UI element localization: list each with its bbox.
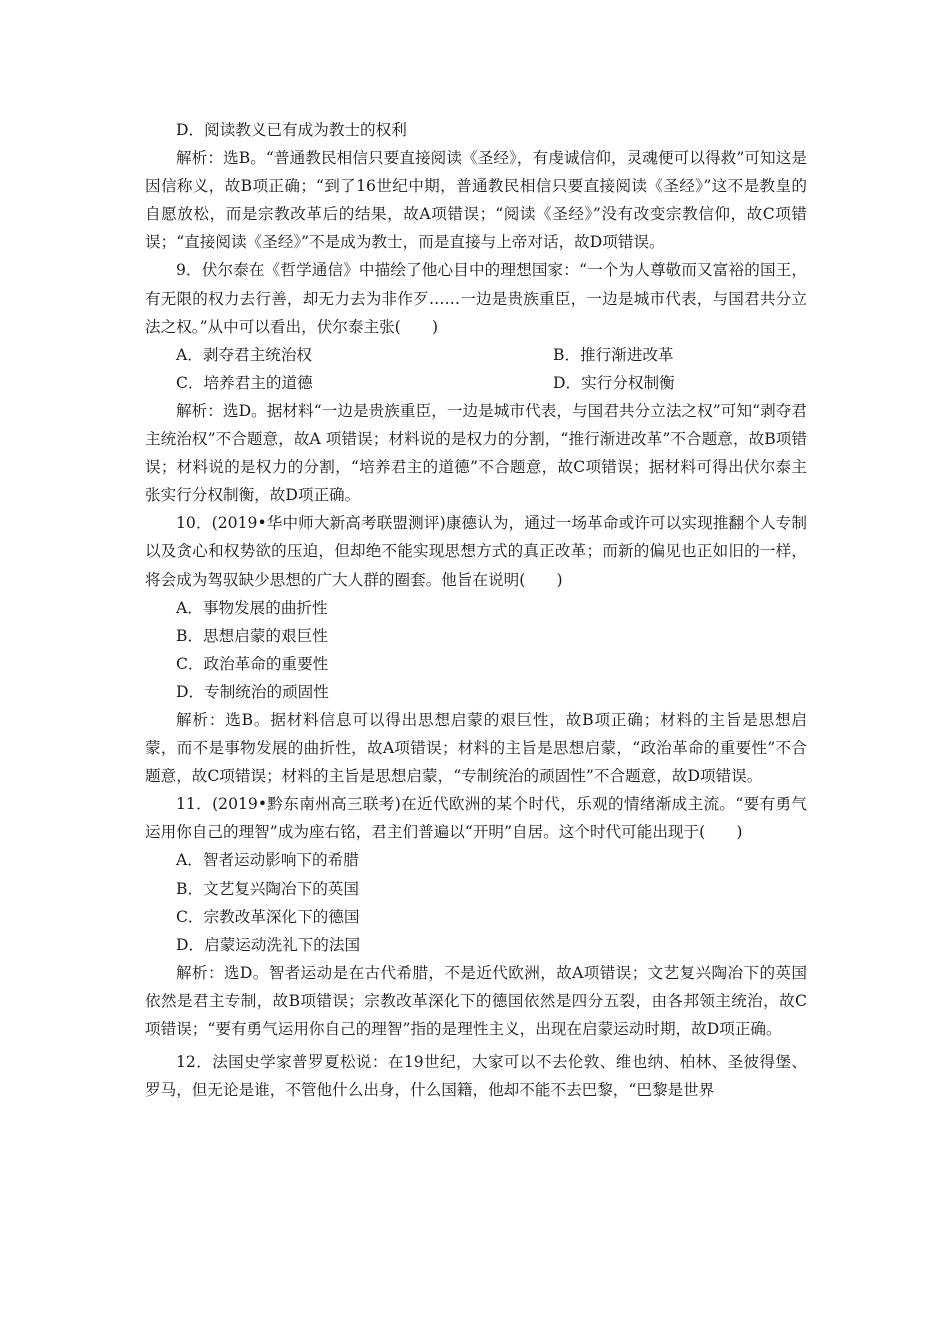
q9-option-a: A．剥夺君主统治权 — [176, 345, 313, 364]
q9-stem: 9．伏尔泰在《哲学通信》中描绘了他心目中的理想国家：“一个为人尊敬而又富裕的国王，有无限的权力去行善，却无力去为非作歹……一边是贵族重臣，一边是城市代表，与国君共分立法之权。”从中可以看出，伏尔泰主张( ) — [145, 261, 807, 336]
q10-analysis: 解析：选B。据材料信息可以得出思想启蒙的艰巨性，故B项正确；材料的主旨是思想启蒙，而不是事物发展的曲折性，故A项错误；材料的主旨是思想启蒙，“政治革命的重要性”不合题意，故C项错误；材料的主旨是思想启蒙，“专制统治的顽固性”不合题意，故D项错误。 — [145, 710, 807, 786]
q9-options-row-1 — [145, 341, 807, 369]
q9-option-b: B．推行渐进改革 — [553, 345, 674, 364]
q11-option-c: C．宗教改革深化下的德国 — [176, 907, 360, 926]
q9-option-d: D．实行分权制衡 — [553, 373, 675, 392]
q9-option-c: C．培养君主的道德 — [176, 373, 313, 392]
q11-option-b: B．文艺复兴陶冶下的英国 — [176, 879, 359, 898]
q8-option-d: D．阅读教义已有成为教士的权利 — [176, 121, 407, 139]
q12-stem: 12．法国史学家普罗夏松说：在19世纪，大家可以不去伦敦、维也纳、柏林、圣彼得堡、罗马，但无论是谁，不管他什么出身，什么国籍，他却不能不去巴黎，“巴黎是世界 — [145, 1053, 807, 1100]
q9-analysis: 解析：选D。据材料“一边是贵族重臣，一边是城市代表，与国君共分立法之权”可知“剥夺君主统治权”不合题意，故A 项错误；材料说的是权力的分割，“推行渐进改革”不合题意，故B项错误；材料说的是权力的分割，“培养君主的道德”不合题意，故C项错误；据材料可得出伏尔泰主张实行分权制衡，故D项正确。 — [145, 401, 807, 505]
q8-analysis: 解析：选B。“普通教民相信只要直接阅读《圣经》，有虔诚信仰，灵魂便可以得救”可知这是因信称义，故B项正确；“到了16世纪中期，普通教民相信只要直接阅读《圣经》”这不是教皇的自愿放松，而是宗教改革后的结果，故A项错误；“阅读《圣经》”没有改变宗教信仰，故C项错误；“直接阅读《圣经》”不是成为教士，而是直接与上帝对话，故D项错误。 — [145, 149, 807, 252]
document-page — [145, 116, 807, 1104]
q10-option-b: B．思想启蒙的艰巨性 — [176, 626, 328, 645]
q11-option-a: A．智者运动影响下的希腊 — [176, 851, 359, 870]
q11-analysis: 解析：选D。智者运动是在古代希腊，不是近代欧洲，故A项错误；文艺复兴陶冶下的英国依然是君主专制，故B项错误；宗教改革深化下的德国依然是四分五裂，由各邦领主统治，故C项错误；“要有勇气运用你自己的理智”指的是理性主义，出现在启蒙运动时期，故D项正确。 — [145, 963, 807, 1038]
q11-option-d: D．启蒙运动洗礼下的法国 — [176, 935, 361, 954]
q9-options-row-2 — [145, 369, 807, 397]
q10-option-a: A．事物发展的曲折性 — [176, 598, 328, 617]
q11-stem: 11．(2019•黔东南州高三联考)在近代欧洲的某个时代，乐观的情绪渐成主流。“要有勇气运用你自己的理智”成为座右铭，君主们普遍以“开明”自居。这个时代可能出现于( ) — [145, 795, 807, 842]
q10-stem: 10．(2019•华中师大新高考联盟测评)康德认为，通过一场革命或许可以实现推翻个人专制以及贪心和权势欲的压迫，但却绝不能实现思想方式的真正改革；而新的偏见也正如旧的一样，将会成为驾驭缺少思想的广大人群的圈套。他旨在说明( ) — [145, 514, 807, 589]
q10-option-d: D．专制统治的顽固性 — [176, 682, 329, 701]
q10-option-c: C．政治革命的重要性 — [176, 654, 329, 673]
